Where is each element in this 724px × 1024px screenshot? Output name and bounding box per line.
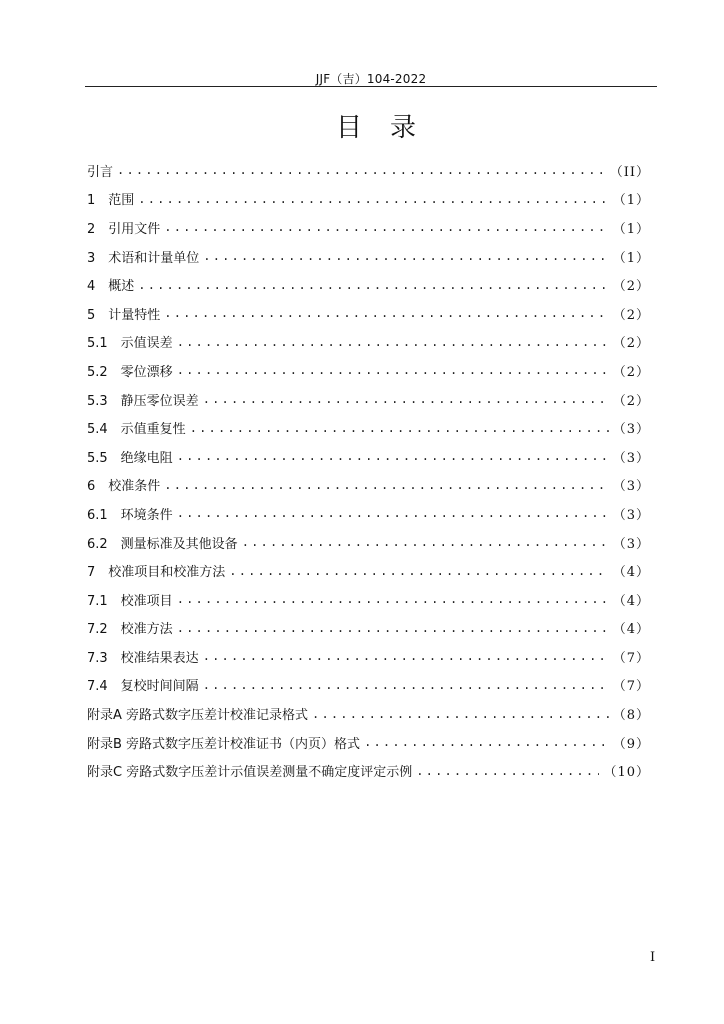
toc-entry[interactable]	[87, 185, 650, 214]
toc-entry[interactable]	[87, 213, 650, 242]
toc-dot-leader	[138, 193, 608, 205]
toc-dot-leader	[164, 221, 608, 233]
toc-entry-label: 附录B 旁路式数字压差计校准证书（内页）格式	[87, 736, 361, 752]
toc-entry-label: 7.2 校准方法	[87, 622, 173, 638]
toc-entry-label: 7.4 复校时间间隔	[87, 679, 199, 695]
toc-dot-leader	[177, 622, 609, 634]
toc-entry-page: （4）	[612, 593, 650, 609]
toc-entry-label: 7 校准项目和校准方法	[87, 565, 226, 581]
toc-entry[interactable]	[87, 728, 650, 757]
toc-dot-leader	[177, 593, 609, 605]
toc-entry-page: （2）	[612, 393, 650, 409]
toc-entry-label: 5 计量特性	[87, 307, 161, 323]
running-header: JJF（吉）104-2022	[315, 72, 427, 86]
toc-entry-label: 6 校准条件	[87, 479, 161, 495]
toc-dot-leader	[203, 679, 609, 691]
page-number: I	[650, 950, 656, 965]
toc-entry[interactable]	[87, 156, 650, 185]
toc-entry-page: （4）	[612, 565, 650, 581]
toc-entry-page: （4）	[612, 622, 650, 638]
table-of-contents	[87, 156, 650, 785]
page-title: 目录	[335, 113, 444, 143]
toc-entry-page: （3）	[612, 507, 650, 523]
toc-entry-label: 5.4 示值重复性	[87, 422, 186, 438]
toc-entry-page: （2）	[612, 336, 650, 352]
toc-entry[interactable]	[87, 442, 650, 471]
toc-entry-page: （9）	[612, 736, 650, 752]
toc-entry-label: 7.3 校准结果表达	[87, 650, 199, 666]
toc-entry-label: 6.1 环境条件	[87, 507, 173, 523]
toc-entry-page: （1）	[612, 221, 650, 237]
toc-dot-leader	[242, 536, 609, 548]
toc-entry[interactable]	[87, 356, 650, 385]
toc-entry-label: 引言	[87, 164, 114, 180]
toc-entry[interactable]	[87, 328, 650, 357]
toc-entry[interactable]	[87, 556, 650, 585]
toc-entry[interactable]	[87, 242, 650, 271]
toc-entry[interactable]	[87, 299, 650, 328]
toc-entry-page: （2）	[612, 307, 650, 323]
toc-dot-leader	[203, 250, 608, 262]
toc-entry-label: 6.2 测量标准及其他设备	[87, 536, 238, 552]
toc-entry-page: （3）	[612, 422, 650, 438]
toc-entry[interactable]	[87, 756, 650, 785]
toc-dot-leader	[203, 393, 609, 405]
toc-entry[interactable]	[87, 471, 650, 500]
toc-entry-page: （3）	[612, 536, 650, 552]
toc-entry[interactable]	[87, 585, 650, 614]
toc-entry[interactable]	[87, 671, 650, 700]
toc-dot-leader	[190, 422, 609, 434]
toc-entry-page: （1）	[612, 193, 650, 209]
toc-entry-label: 5.3 静压零位误差	[87, 393, 199, 409]
toc-entry[interactable]	[87, 499, 650, 528]
toc-dot-leader	[416, 765, 599, 777]
toc-entry-label: 附录C 旁路式数字压差计示值误差测量不确定度评定示例	[87, 765, 413, 781]
toc-dot-leader	[177, 507, 609, 519]
toc-entry-label: 2 引用文件	[87, 221, 161, 237]
toc-dot-leader	[177, 336, 609, 348]
toc-dot-leader	[364, 736, 609, 748]
toc-entry-label: 7.1 校准项目	[87, 593, 173, 609]
toc-entry[interactable]	[87, 270, 650, 299]
toc-dot-leader	[229, 565, 608, 577]
toc-entry-page: （7）	[612, 679, 650, 695]
toc-entry-page: （II）	[609, 164, 650, 180]
toc-entry-label: 附录A 旁路式数字压差计校准记录格式	[87, 708, 309, 724]
toc-entry-page: （10）	[603, 765, 650, 781]
toc-entry[interactable]	[87, 614, 650, 643]
toc-dot-leader	[312, 708, 609, 720]
toc-entry-page: （8）	[612, 708, 650, 724]
toc-dot-leader	[203, 650, 609, 662]
toc-dot-leader	[177, 364, 609, 376]
toc-entry-page: （2）	[612, 279, 650, 295]
toc-entry[interactable]	[87, 699, 650, 728]
toc-dot-leader	[164, 307, 608, 319]
toc-entry-page: （2）	[612, 364, 650, 380]
toc-dot-leader	[117, 164, 606, 176]
toc-entry[interactable]	[87, 413, 650, 442]
toc-entry-label: 3 术语和计量单位	[87, 250, 200, 266]
header-rule	[85, 86, 657, 87]
toc-entry[interactable]	[87, 385, 650, 414]
toc-entry-page: （7）	[612, 650, 650, 666]
toc-entry[interactable]	[87, 642, 650, 671]
toc-entry-label: 5.1 示值误差	[87, 336, 173, 352]
toc-entry[interactable]	[87, 528, 650, 557]
toc-entry-label: 4 概述	[87, 279, 135, 295]
toc-dot-leader	[164, 479, 608, 491]
toc-entry-page: （1）	[612, 250, 650, 266]
toc-entry-page: （3）	[612, 479, 650, 495]
toc-entry-page: （3）	[612, 450, 650, 466]
toc-entry-label: 1 范围	[87, 193, 135, 209]
toc-dot-leader	[177, 450, 609, 462]
toc-entry-label: 5.2 零位漂移	[87, 364, 173, 380]
toc-dot-leader	[138, 279, 608, 291]
toc-entry-label: 5.5 绝缘电阻	[87, 450, 173, 466]
